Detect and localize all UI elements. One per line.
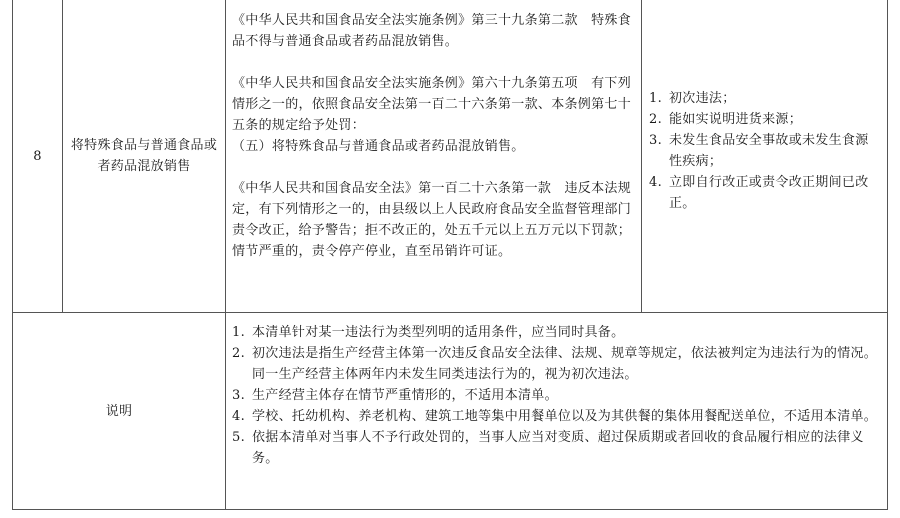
legal-basis-paragraph: 《中华人民共和国食品安全法实施条例》第六十九条第五项 有下列情形之一的，依照食品安全法第一百二十六条第一款、本条例第七十五条的规定给予处罚： xyxy=(232,76,632,133)
table-bottom-border xyxy=(12,509,888,510)
note-number: 2. xyxy=(232,346,246,361)
note-text: 依据本清单对当事人不予行政处罚的，当事人应当对变质、超过保质期或者回收的食品履行相应的法律义务。 xyxy=(252,430,864,466)
legal-basis-paragraph: （五）将特殊食品与普通食品或者药品混放销售。 xyxy=(232,139,525,154)
legal-basis-cell xyxy=(232,10,636,262)
note-item xyxy=(232,427,882,469)
condition-number: 1. xyxy=(649,91,663,106)
legal-basis-paragraph: 《中华人民共和国食品安全法实施条例》第三十九条第二款 特殊食品不得与普通食品或者药品混放销售。 xyxy=(232,13,632,49)
column-divider-3 xyxy=(641,0,642,313)
note-text: 学校、托幼机构、养老机构、建筑工地等集中用餐单位以及为其供餐的集体用餐配送单位，不适用本清单。 xyxy=(252,409,878,424)
note-item xyxy=(232,385,882,406)
note-number: 5. xyxy=(232,430,246,445)
condition-item xyxy=(649,109,881,130)
column-divider-2 xyxy=(225,0,226,510)
notes-list xyxy=(232,322,882,469)
condition-number: 2. xyxy=(649,112,663,127)
notes-cell xyxy=(232,322,882,469)
note-text: 生产经营主体存在情节严重情形的，不适用本清单。 xyxy=(252,388,558,403)
condition-item xyxy=(649,130,881,172)
condition-item xyxy=(649,172,881,214)
row-number: 8 xyxy=(33,148,42,164)
note-item xyxy=(232,343,882,385)
notes-label-cell xyxy=(13,313,225,509)
note-text: 本清单针对某一违法行为类型列明的适用条件，应当同时具备。 xyxy=(252,325,625,340)
note-number: 1. xyxy=(232,325,246,340)
row-number-cell xyxy=(13,0,62,312)
condition-item xyxy=(649,88,881,109)
note-number: 4. xyxy=(232,409,246,424)
note-item xyxy=(232,322,882,343)
condition-text: 未发生食品安全事故或未发生食源性疾病； xyxy=(669,133,869,169)
violation-item: 将特殊食品与普通食品或者药品混放销售 xyxy=(70,138,218,174)
note-text: 初次违法是指生产经营主体第一次违反食品安全法律、法规、规章等规定，依法被判定为违法行为的情况。同一生产经营主体两年内未发生同类违法行为的，视为初次违法。 xyxy=(252,346,878,382)
table-right-border xyxy=(887,0,888,510)
notes-label: 说明 xyxy=(105,403,133,419)
conditions-list xyxy=(649,88,881,214)
column-divider-1 xyxy=(62,0,63,313)
condition-text: 初次违法； xyxy=(669,91,736,106)
conditions-cell xyxy=(649,88,881,214)
note-item xyxy=(232,406,882,427)
condition-text: 立即自行改正或责令改正期间已改正。 xyxy=(669,175,869,211)
condition-number: 4. xyxy=(649,175,663,190)
regulation-table xyxy=(12,0,888,510)
condition-text: 能如实说明进货来源； xyxy=(669,112,803,127)
legal-basis-paragraph: 《中华人民共和国食品安全法》第一百二十六条第一款 违反本法规定，有下列情形之一的，由县级以上人民政府食品安全监督管理部门责令改正，给予警告；拒不改正的，处五千元以上五万元以下罚款；情节严重的，责令停产停业，直至吊销许可证。 xyxy=(232,181,632,259)
note-number: 3. xyxy=(232,388,246,403)
violation-item-cell xyxy=(66,0,222,312)
condition-number: 3. xyxy=(649,133,663,148)
